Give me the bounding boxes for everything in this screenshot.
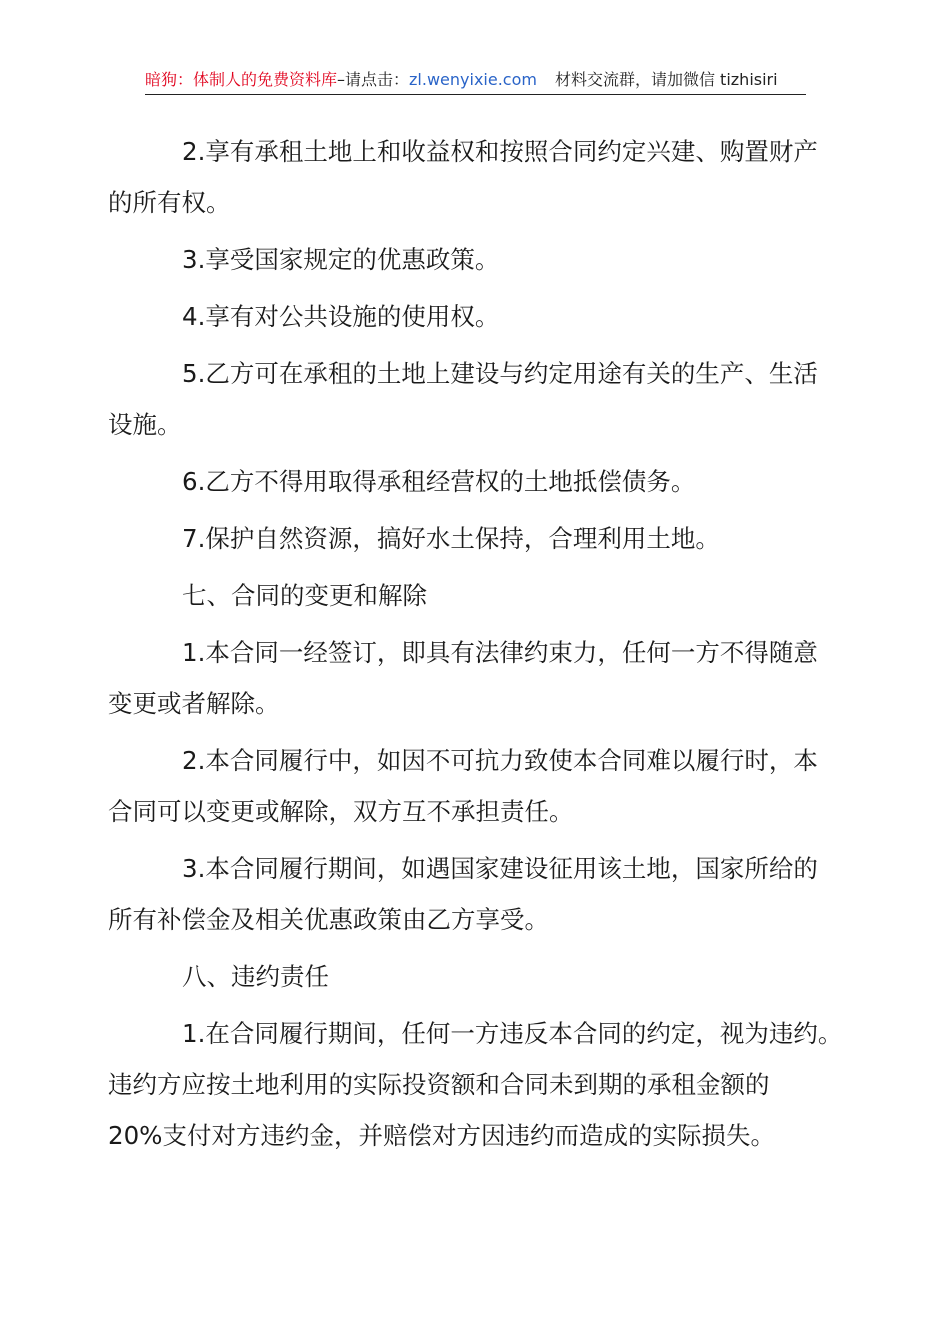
paragraph-line: 2.享有承租土地上和收益权和按照合同约定兴建、购置财产 [182,137,818,166]
paragraph [108,735,818,837]
paragraph-line: 3.本合同履行期间，如遇国家建设征用该土地，国家所给的 [182,854,818,883]
page-header [145,68,806,95]
paragraph-line: 2.本合同履行中，如因不可抗力致使本合同难以履行时，本 [182,746,818,775]
paragraph-line: 所有补偿金及相关优惠政策由乙方享受。 [108,905,549,934]
paragraph [145,513,810,564]
document-body [108,126,843,1167]
paragraph-line: 设施。 [108,410,182,439]
paragraph [108,348,818,450]
header-separator: –请点击： [337,70,410,89]
paragraph-line: 7.保护自然资源，搞好水土保持，合理利用土地。 [182,524,720,553]
paragraph-line: 1.在合同履行期间，任何一方违反本合同的约定，视为违约。 [182,1019,843,1048]
paragraph [145,291,810,342]
header-wechat: 材料交流群，请加微信 tizhisiri [554,70,778,89]
section-heading [145,951,810,1002]
section-heading-text: 七、合同的变更和解除 [182,581,427,610]
paragraph-line: 6.乙方不得用取得承租经营权的土地抵偿债务。 [182,467,696,496]
paragraph [145,234,810,285]
paragraph [108,126,818,228]
paragraph-line: 的所有权。 [108,188,231,217]
paragraph-line: 违约方应按土地利用的实际投资额和合同未到期的承租金额的 [108,1070,770,1099]
paragraph-line: 合同可以变更或解除，双方互不承担责任。 [108,797,574,826]
paragraph [108,843,818,945]
header-brand: 暗狗：体制人的免费资料库 [145,70,338,89]
paragraph [108,1008,843,1161]
paragraph [145,456,810,507]
paragraph-line: 20%支付对方违约金，并赔偿对方因违约而造成的实际损失。 [108,1121,775,1150]
paragraph-line: 3.享受国家规定的优惠政策。 [182,245,500,274]
paragraph-line: 变更或者解除。 [108,689,280,718]
paragraph-line: 5.乙方可在承租的土地上建设与约定用途有关的生产、生活 [182,359,818,388]
section-heading-text: 八、违约责任 [182,962,329,991]
paragraph-line: 4.享有对公共设施的使用权。 [182,302,500,331]
header-link[interactable]: zl.wenyixie.com [409,70,537,89]
paragraph-line: 1.本合同一经签订，即具有法律约束力，任何一方不得随意 [182,638,818,667]
paragraph [108,627,818,729]
section-heading [145,570,810,621]
